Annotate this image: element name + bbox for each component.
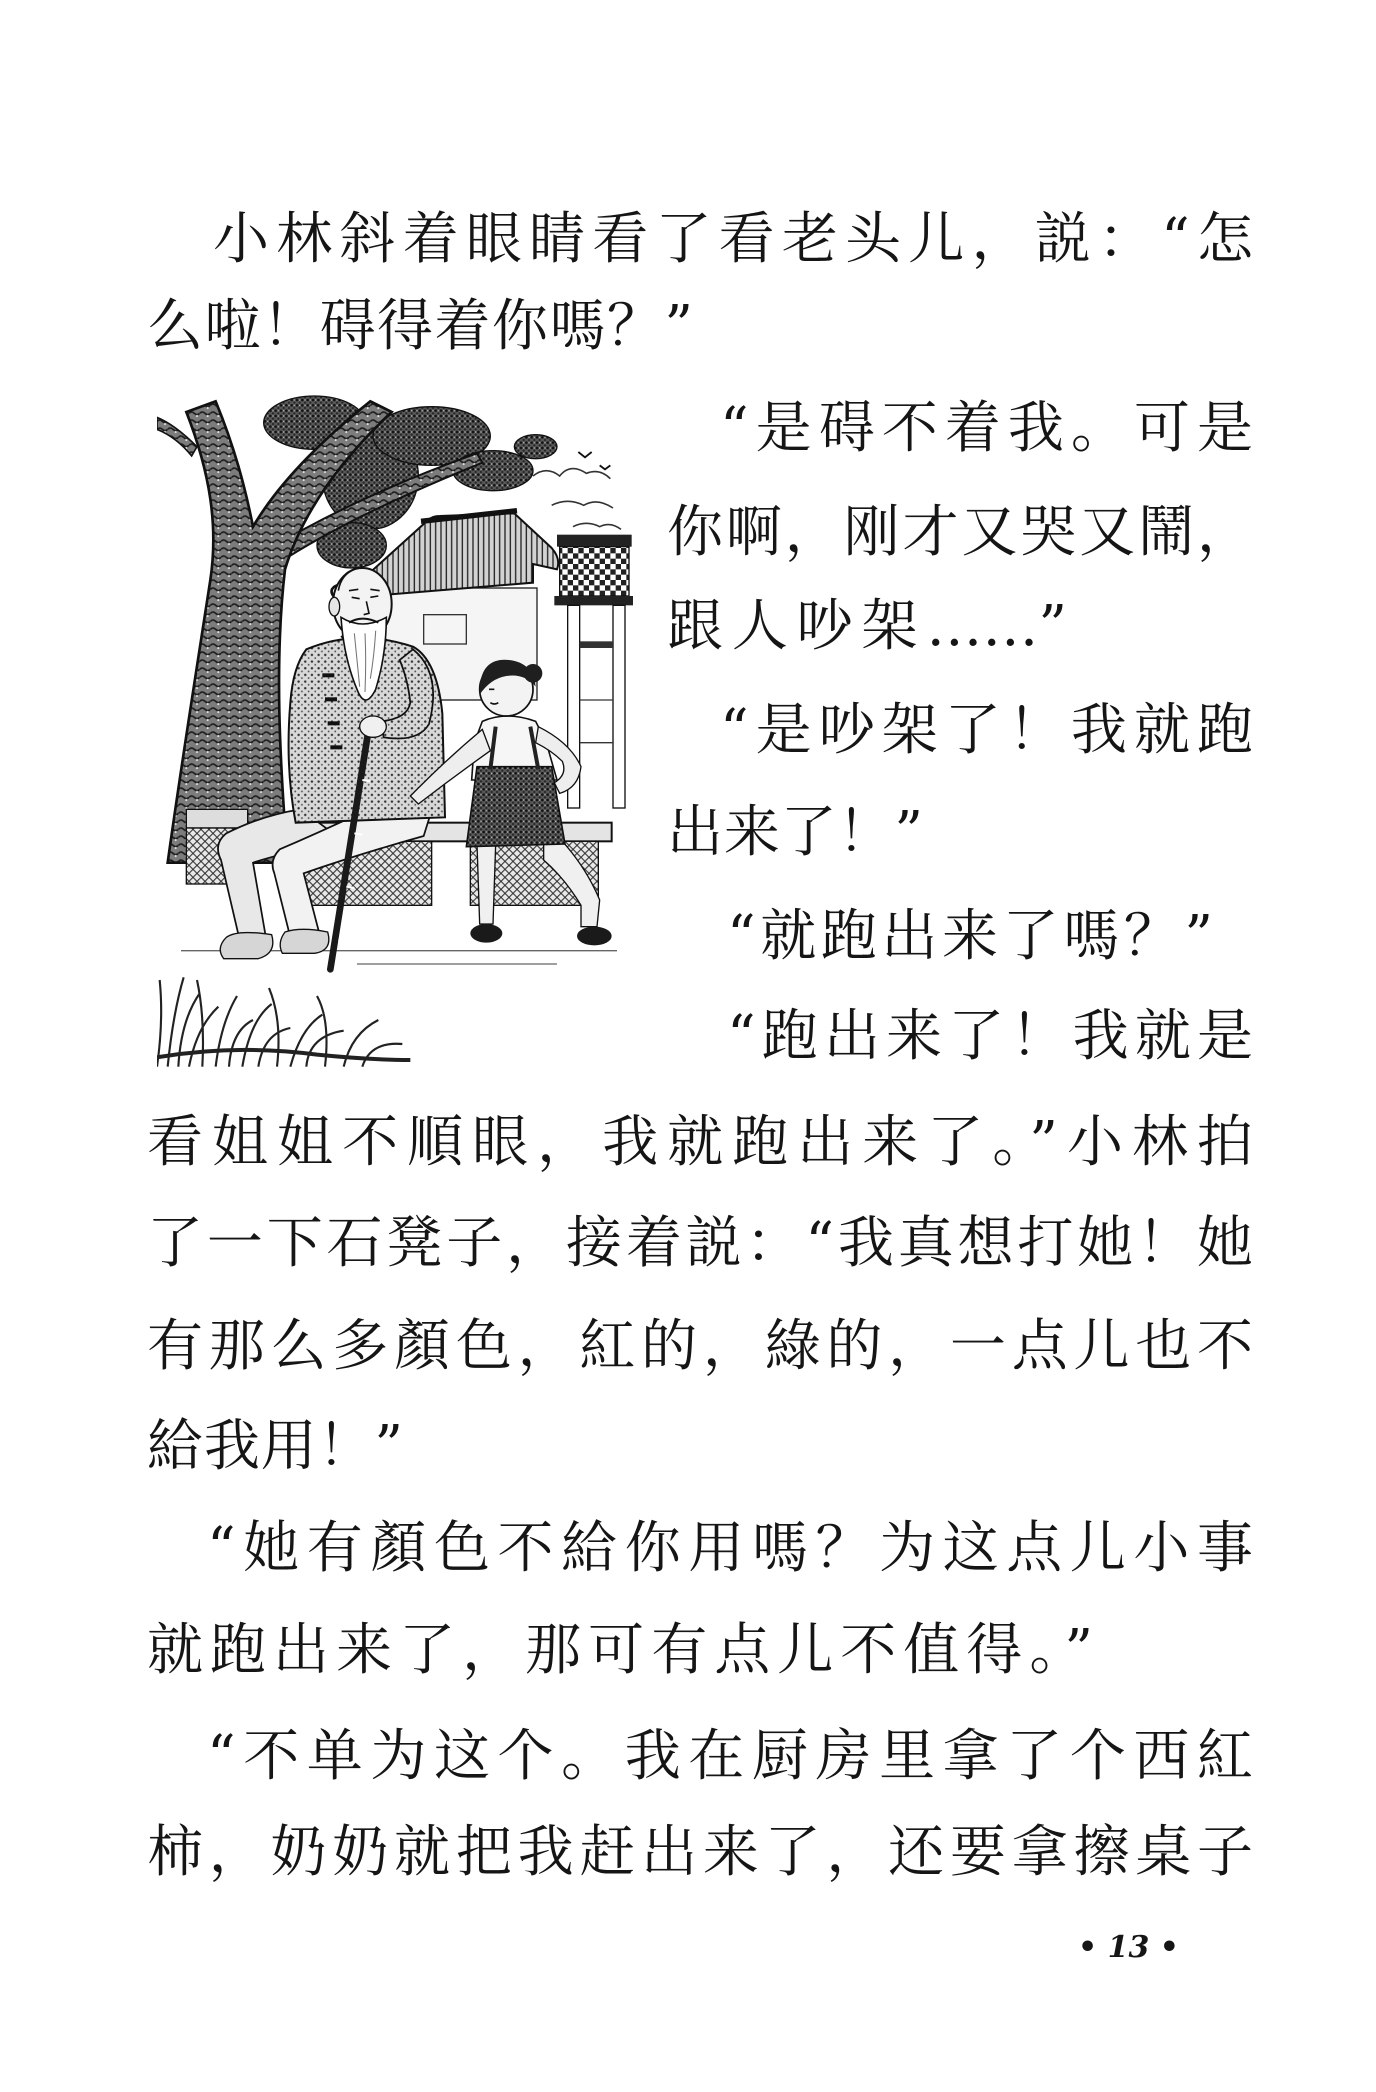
girl-leg [477, 844, 496, 924]
text-line: 了一下石凳子，接着説：“我真想打她！她 [147, 1212, 1253, 1276]
text-line: 你啊，刚才又哭又鬧， [667, 501, 1253, 565]
illustration [157, 393, 633, 1067]
girl-shoe [577, 927, 612, 946]
girl-overalls [466, 767, 565, 847]
text-line: “不单为这个。我在厨房里拿了个西紅 [207, 1725, 1253, 1789]
text-line: 給我用！” [147, 1415, 403, 1479]
birds [578, 452, 610, 469]
text-line: 有那么多顏色，紅的，綠的，一点儿也不 [147, 1315, 1253, 1379]
text-line: “就跑出来了嗎？” [727, 905, 1213, 969]
page-number: • 13 • [1078, 1930, 1179, 1965]
old-man-hand [360, 716, 387, 737]
girl-hair-bun [524, 664, 543, 683]
text-line: 就跑出来了，那可有点儿不值得。” [147, 1619, 1093, 1683]
old-man-shoe [280, 929, 329, 953]
text-line: 出来了！” [667, 801, 923, 865]
text-line: 么啦！碍得着你嗎？” [147, 295, 693, 359]
old-man-ear [329, 597, 340, 616]
old-man-shoe [220, 933, 273, 959]
text-line: “是碍不着我。可是 [720, 397, 1253, 461]
text-line: “是吵架了！我就跑 [720, 699, 1253, 763]
text-line: 小林斜着眼睛看了看老头儿，説：“怎 [213, 208, 1253, 272]
text-line: “跑出来了！我就是 [727, 1005, 1253, 1069]
text-line: 看姐姐不順眼，我就跑出来了。”小林拍 [147, 1111, 1253, 1175]
clouds [533, 469, 621, 530]
text-line: 跟人吵架……” [667, 595, 1067, 659]
text-line: 柿，奶奶就把我赶出来了，还要拿擦桌子 [147, 1821, 1253, 1885]
text-line: “她有顏色不給你用嗎？为这点儿小事 [207, 1517, 1253, 1581]
grass [157, 977, 410, 1066]
girl-shoe [470, 924, 502, 943]
